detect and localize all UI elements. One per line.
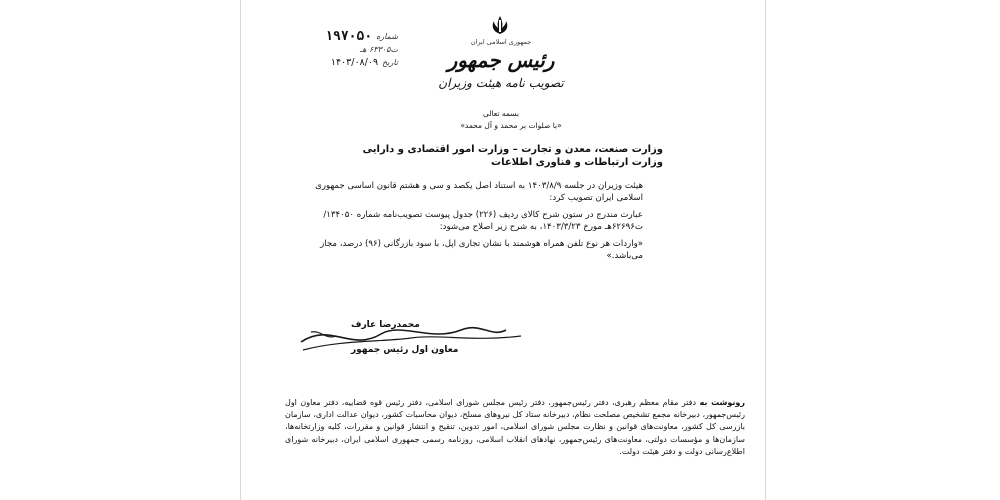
cc-recipients: دفتر مقام معظم رهبری، دفتر رئیس‌جمهور، دفتر رئیس مجلس شورای اسلامی، دفتر رئیس قوه قضاییه، دفتر معاون اول رئیس‌جمهور، دبیرخانه مجمع تشخیص مصلحت نظام، دبیرخانه ستاد کل نیروهای مسلح، دیوان محاسبات کشور، دیوان عدالت اداری، سازمان بازرسی کل کشور، معاونت‌های قوانین و نظارت مجلس شورای اسلامی، امور تدوین، تنقیح و انتشار قوانین و مقررات، کلیه وزارتخانه‌ها، سازمان‌ها و مؤسسات دولتی، معاونت‌های رئیس‌جمهور، نهادهای انقلاب اسلامی، روزنامه رسمی جمهوری اسلامی ایران، دبیرخانه شورای اطلاع‌رسانی دولت و دفتر هیئت دولت. — [285, 398, 745, 456]
signature-block — [291, 312, 551, 372]
salawat: «با صلوات بر محمد و آل محمد» — [460, 121, 562, 130]
date-label: تاریخ — [382, 58, 398, 67]
iran-emblem-icon — [487, 14, 513, 36]
number-label: شماره — [376, 32, 398, 41]
document-page — [240, 0, 766, 500]
document-meta — [253, 30, 398, 69]
recipient-line-1: وزارت صنعت، معدن و تجارت – وزارت امور اقتصادی و دارایی — [362, 144, 663, 155]
document-date: ۱۴۰۳/۰۸/۰۹ — [330, 57, 379, 68]
signer-title: معاون اول رئیس جمهور — [351, 345, 459, 355]
document-type: تصویب نامه هیئت وزیران — [438, 76, 564, 90]
decree-paragraph-2: عبارت مندرج در ستون شرح کالای ردیف (۲۲۶) جدول پیوست تصویب‌نامه شماره ۱۳۴۰۵۰/ت۶۲۶۹۶هـ مورخ ۱۴۰۳/۳/۲۳، به شرح زیر اصلاح می‌شود: — [323, 210, 643, 232]
reference-number: ت۶۳۳۰۵ هـ — [359, 45, 398, 54]
recipients — [303, 143, 663, 169]
recipient-line-2: وزارت ارتباطات و فناوری اطلاعات — [491, 157, 663, 168]
decree-quote: «واردات هر نوع تلفن همراه هوشمند با نشان تجاری اپل، با سود بازرگانی (۹۶) درصد، مجاز می‌باشد.» — [320, 239, 643, 261]
carbon-copy-list — [285, 397, 745, 458]
bismillah: بسمه تعالی — [482, 109, 520, 118]
document-number: ۱۹۷۰۵۰ — [325, 29, 373, 44]
office-title: رئیس جمهور — [447, 48, 555, 72]
signer-name: محمدرضا عارف — [351, 320, 420, 330]
decree-body — [313, 181, 643, 268]
handwritten-signature — [291, 312, 551, 372]
country-name: جمهوری اسلامی ایران — [470, 38, 532, 46]
decree-paragraph-1: هیئت وزیران در جلسه ۱۴۰۳/۸/۹ به استناد اصل یکصد و سی و هشتم قانون اساسی جمهوری اسلامی ایران تصویب کرد: — [315, 181, 643, 203]
cc-lead: رونوشت به — [699, 398, 746, 407]
